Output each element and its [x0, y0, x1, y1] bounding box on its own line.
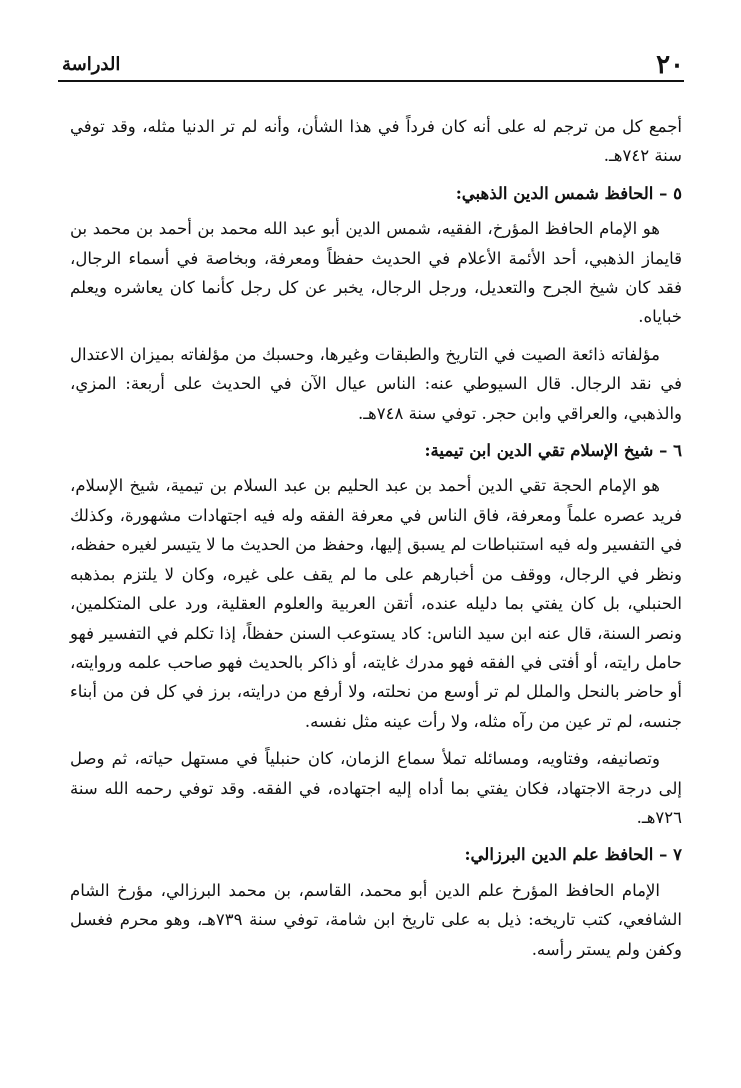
- paragraph-ibn-taymiyya-works: وتصانيفه، وفتاويه، ومسائله تملأ سماع الزمان، كان حنبلياً في مستهل حياته، ثم وصل إلى درجة الاجتهاد، فكان يفتي بما أداه إليه اجتهاده، في الفقه. وقد توفي رحمه الله سنة ٧٢٦هـ.: [70, 749, 682, 827]
- paragraph-ibn-taymiyya-bio: هو الإمام الحجة تقي الدين أحمد بن عبد الحليم بن عبد السلام بن تيمية، شيخ الإسلام، فريد عصره علماً ومعرفة، فاق الناس في معرفة الفقه وله فيه اجتهادات مشهورة، وكذلك في التفسير وله فيه استنباطات لم يسبق إليها، وحفظ من الحديث ما لا يتيسر لغيره حفظه، ونظر في الرجال، ووقف من أخبارهم على ما لم يقف على غيره، وكان لا يلتزم بمذهبه الحنبلي، بل كان يفتي بما دليله عنده، أتقن العربية والعلوم العقلية، ورد على المتكلمين، ونصر السنة، قال عنه ابن سيد الناس: كاد يستوعب السنن حفظاً، إذا تكلم في التفسير فهو حامل رايته، أو أفتى في الفقه فهو مدرك غايته، أو ذاكر بالحديث فهو صاحب علمه وروايته، أو حاضر بالنحل والملل لم تر أوسع من نحلته، ولا أرفع من درايته، برز في كل فن من أبناء جنسه، لم تر عين من رآه مثله، ولا رأت عينه مثل نفسه.: [70, 476, 682, 731]
- paragraph-dhahabi-works: مؤلفاته ذائعة الصيت في التاريخ والطبقات وغيرها، وحسبك من مؤلفاته بميزان الاعتدال في نقد الرجال. قال السيوطي عنه: الناس عيال الآن في الحديث على أربعة: المزي، والذهبي، والعراقي وابن حجر. توفي سنة ٧٤٨هـ.: [70, 344, 682, 423]
- section-heading-dhahabi: ٥ – الحافظ شمس الدين الذهبي:: [455, 183, 682, 203]
- page-number: ٢٠: [656, 50, 684, 80]
- page-body: [70, 112, 682, 972]
- paragraph-birzali-bio: الإمام الحافظ المؤرخ علم الدين أبو محمد، القاسم، بن محمد البرزالي، مؤرخ الشام الشافعي، كتب تاريخه: ذيل به على تاريخ ابن شامة، توفي سنة ٧٣٩هـ، وهو محرم فغسل وكفن ولم يستر رأسه.: [70, 880, 682, 959]
- paragraph-dhahabi-intro-end: أجمع كل من ترجم له على أنه كان فرداً في هذا الشأن، وأنه لم تر الدنيا مثله، وقد توفي سنة ٧٤٢هـ.: [70, 117, 682, 166]
- section-heading-ibn-taymiyya: ٦ – شيخ الإسلام تقي الدين ابن تيمية:: [424, 441, 682, 461]
- paragraph-dhahabi-bio: هو الإمام الحافظ المؤرخ، الفقيه، شمس الدين أبو عبد الله محمد بن أحمد بن محمد بن قايماز الذهبي، أحد الأئمة الأعلام في الحديث حفظاً ومعرفة، وبخاصة في أسماء الرجال، فقد كان شيخ الجرح والتعديل، ورجل الرجال، يخبر عن كل رجل كأنما كان يعاشره ويعلم خباياه.: [70, 219, 682, 327]
- running-title: الدراسة: [62, 54, 121, 75]
- section-heading-birzali: ٧ – الحافظ علم الدين البرزالي:: [464, 845, 682, 865]
- page-header: [58, 50, 684, 82]
